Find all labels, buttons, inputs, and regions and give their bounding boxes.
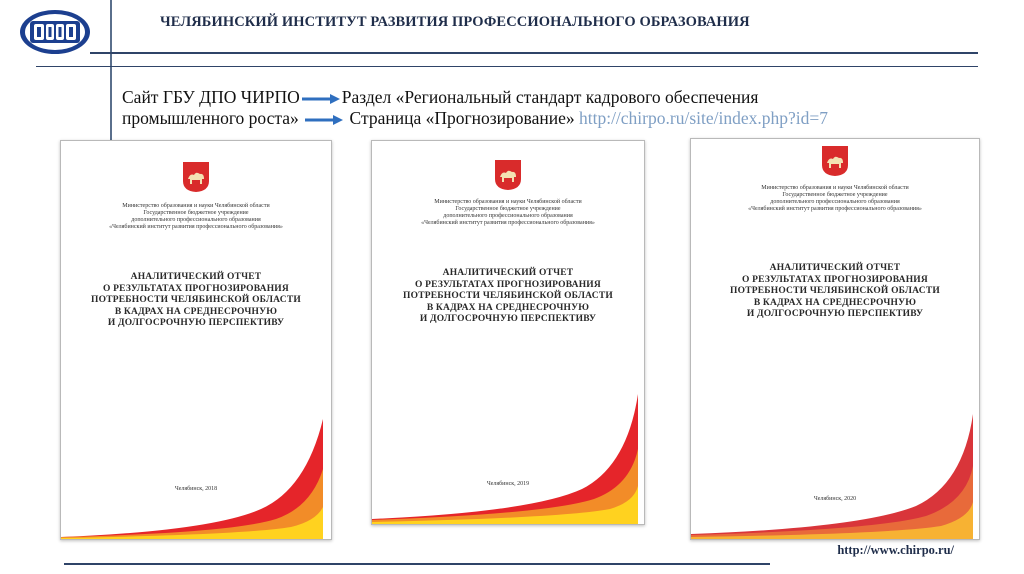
report-title-line: В КАДРАХ НА СРЕДНЕСРОЧНУЮ — [426, 302, 590, 313]
report-cover-2020[interactable] — [690, 138, 980, 540]
report-title-line: В КАДРАХ НА СРЕДНЕСРОЧНУЮ — [114, 306, 278, 317]
section-label: Раздел «Региональный стандарт кадрового обеспечения — [341, 87, 759, 107]
ministry-line: дополнительного профессионального образования — [443, 213, 573, 219]
ministry-block — [61, 203, 331, 231]
report-title-line: О РЕЗУЛЬТАТАХ ПРОГНОЗИРОВАНИЯ — [415, 279, 601, 290]
ministry-line: Министерство образования и науки Челябинской области — [434, 199, 582, 205]
report-cover-2019[interactable] — [371, 140, 645, 525]
report-title-line: И ДОЛГОСРОЧНУЮ ПЕРСПЕКТИВУ — [107, 318, 285, 328]
ministry-line: «Челябинский институт развития профессионального образования» — [109, 224, 283, 230]
report-cover-2018[interactable] — [60, 140, 332, 540]
cover-wave-graphic — [372, 394, 644, 524]
ministry-block — [372, 199, 644, 227]
report-city-year: Челябинск, 2020 — [813, 496, 857, 502]
arrow-right-icon — [305, 115, 343, 125]
ministry-line: Министерство образования и науки Челябинской области — [761, 185, 909, 191]
report-city-year: Челябинск, 2019 — [486, 481, 530, 487]
report-title — [61, 272, 331, 330]
report-title-line: ПОТРЕБНОСТИ ЧЕЛЯБИНСКОЙ ОБЛАСТИ — [730, 286, 940, 296]
header-rule-top — [90, 52, 978, 54]
arrow-right-icon — [302, 94, 340, 104]
report-title-line: О РЕЗУЛЬТАТАХ ПРОГНОЗИРОВАНИЯ — [103, 283, 289, 294]
cover-wave-graphic — [61, 419, 331, 539]
report-title-line: АНАЛИТИЧЕСКИЙ ОТЧЕТ — [769, 263, 901, 273]
footer-rule — [64, 563, 770, 565]
ministry-line: Государственное бюджетное учреждение — [455, 206, 561, 212]
report-title — [691, 263, 979, 321]
section-label-cont: промышленного роста» — [122, 108, 299, 128]
ministry-block — [691, 185, 979, 213]
report-title-line: И ДОЛГОСРОЧНУЮ ПЕРСПЕКТИВУ — [419, 314, 597, 324]
chirpo-logo — [18, 8, 92, 56]
page-title: ЧЕЛЯБИНСКИЙ ИНСТИТУТ РАЗВИТИЯ ПРОФЕССИОНАЛЬНОГО ОБРАЗОВАНИЯ — [160, 14, 750, 30]
report-title-line: АНАЛИТИЧЕСКИЙ ОТЧЕТ — [130, 272, 262, 282]
ministry-line: «Челябинский институт развития профессионального образования» — [748, 206, 922, 212]
report-title-line: АНАЛИТИЧЕСКИЙ ОТЧЕТ — [442, 268, 574, 278]
footer-link[interactable]: http://www.chirpo.ru/ — [837, 543, 954, 557]
report-title — [372, 268, 644, 326]
report-city-year: Челябинск, 2018 — [174, 486, 218, 492]
report-title-line: ПОТРЕБНОСТИ ЧЕЛЯБИНСКОЙ ОБЛАСТИ — [91, 295, 301, 305]
coat-of-arms-icon — [494, 159, 522, 191]
site-label: Сайт ГБУ ДПО ЧИРПО — [122, 87, 300, 107]
ministry-line: Министерство образования и науки Челябинской области — [122, 203, 270, 209]
report-title-line: О РЕЗУЛЬТАТАХ ПРОГНОЗИРОВАНИЯ — [742, 274, 928, 285]
page-label: Страница «Прогнозирование» — [349, 108, 575, 128]
page-link[interactable]: http://chirpo.ru/site/index.php?id=7 — [578, 108, 828, 128]
subtitle-block — [122, 87, 828, 129]
cover-wave-graphic — [691, 414, 979, 539]
report-title-line: И ДОЛГОСРОЧНУЮ ПЕРСПЕКТИВУ — [746, 309, 924, 319]
report-title-line: ПОТРЕБНОСТИ ЧЕЛЯБИНСКОЙ ОБЛАСТИ — [403, 291, 613, 301]
coat-of-arms-icon — [182, 161, 210, 193]
ministry-line: Государственное бюджетное учреждение — [782, 192, 888, 198]
ministry-line: дополнительного профессионального образования — [770, 199, 900, 205]
ministry-line: Государственное бюджетное учреждение — [143, 210, 249, 216]
header-vertical-rule — [110, 0, 112, 140]
ministry-line: дополнительного профессионального образования — [131, 217, 261, 223]
report-title-line: В КАДРАХ НА СРЕДНЕСРОЧНУЮ — [753, 297, 917, 308]
header-rule-bottom — [36, 66, 978, 67]
coat-of-arms-icon — [821, 145, 849, 177]
ministry-line: «Челябинский институт развития профессионального образования» — [421, 220, 595, 226]
